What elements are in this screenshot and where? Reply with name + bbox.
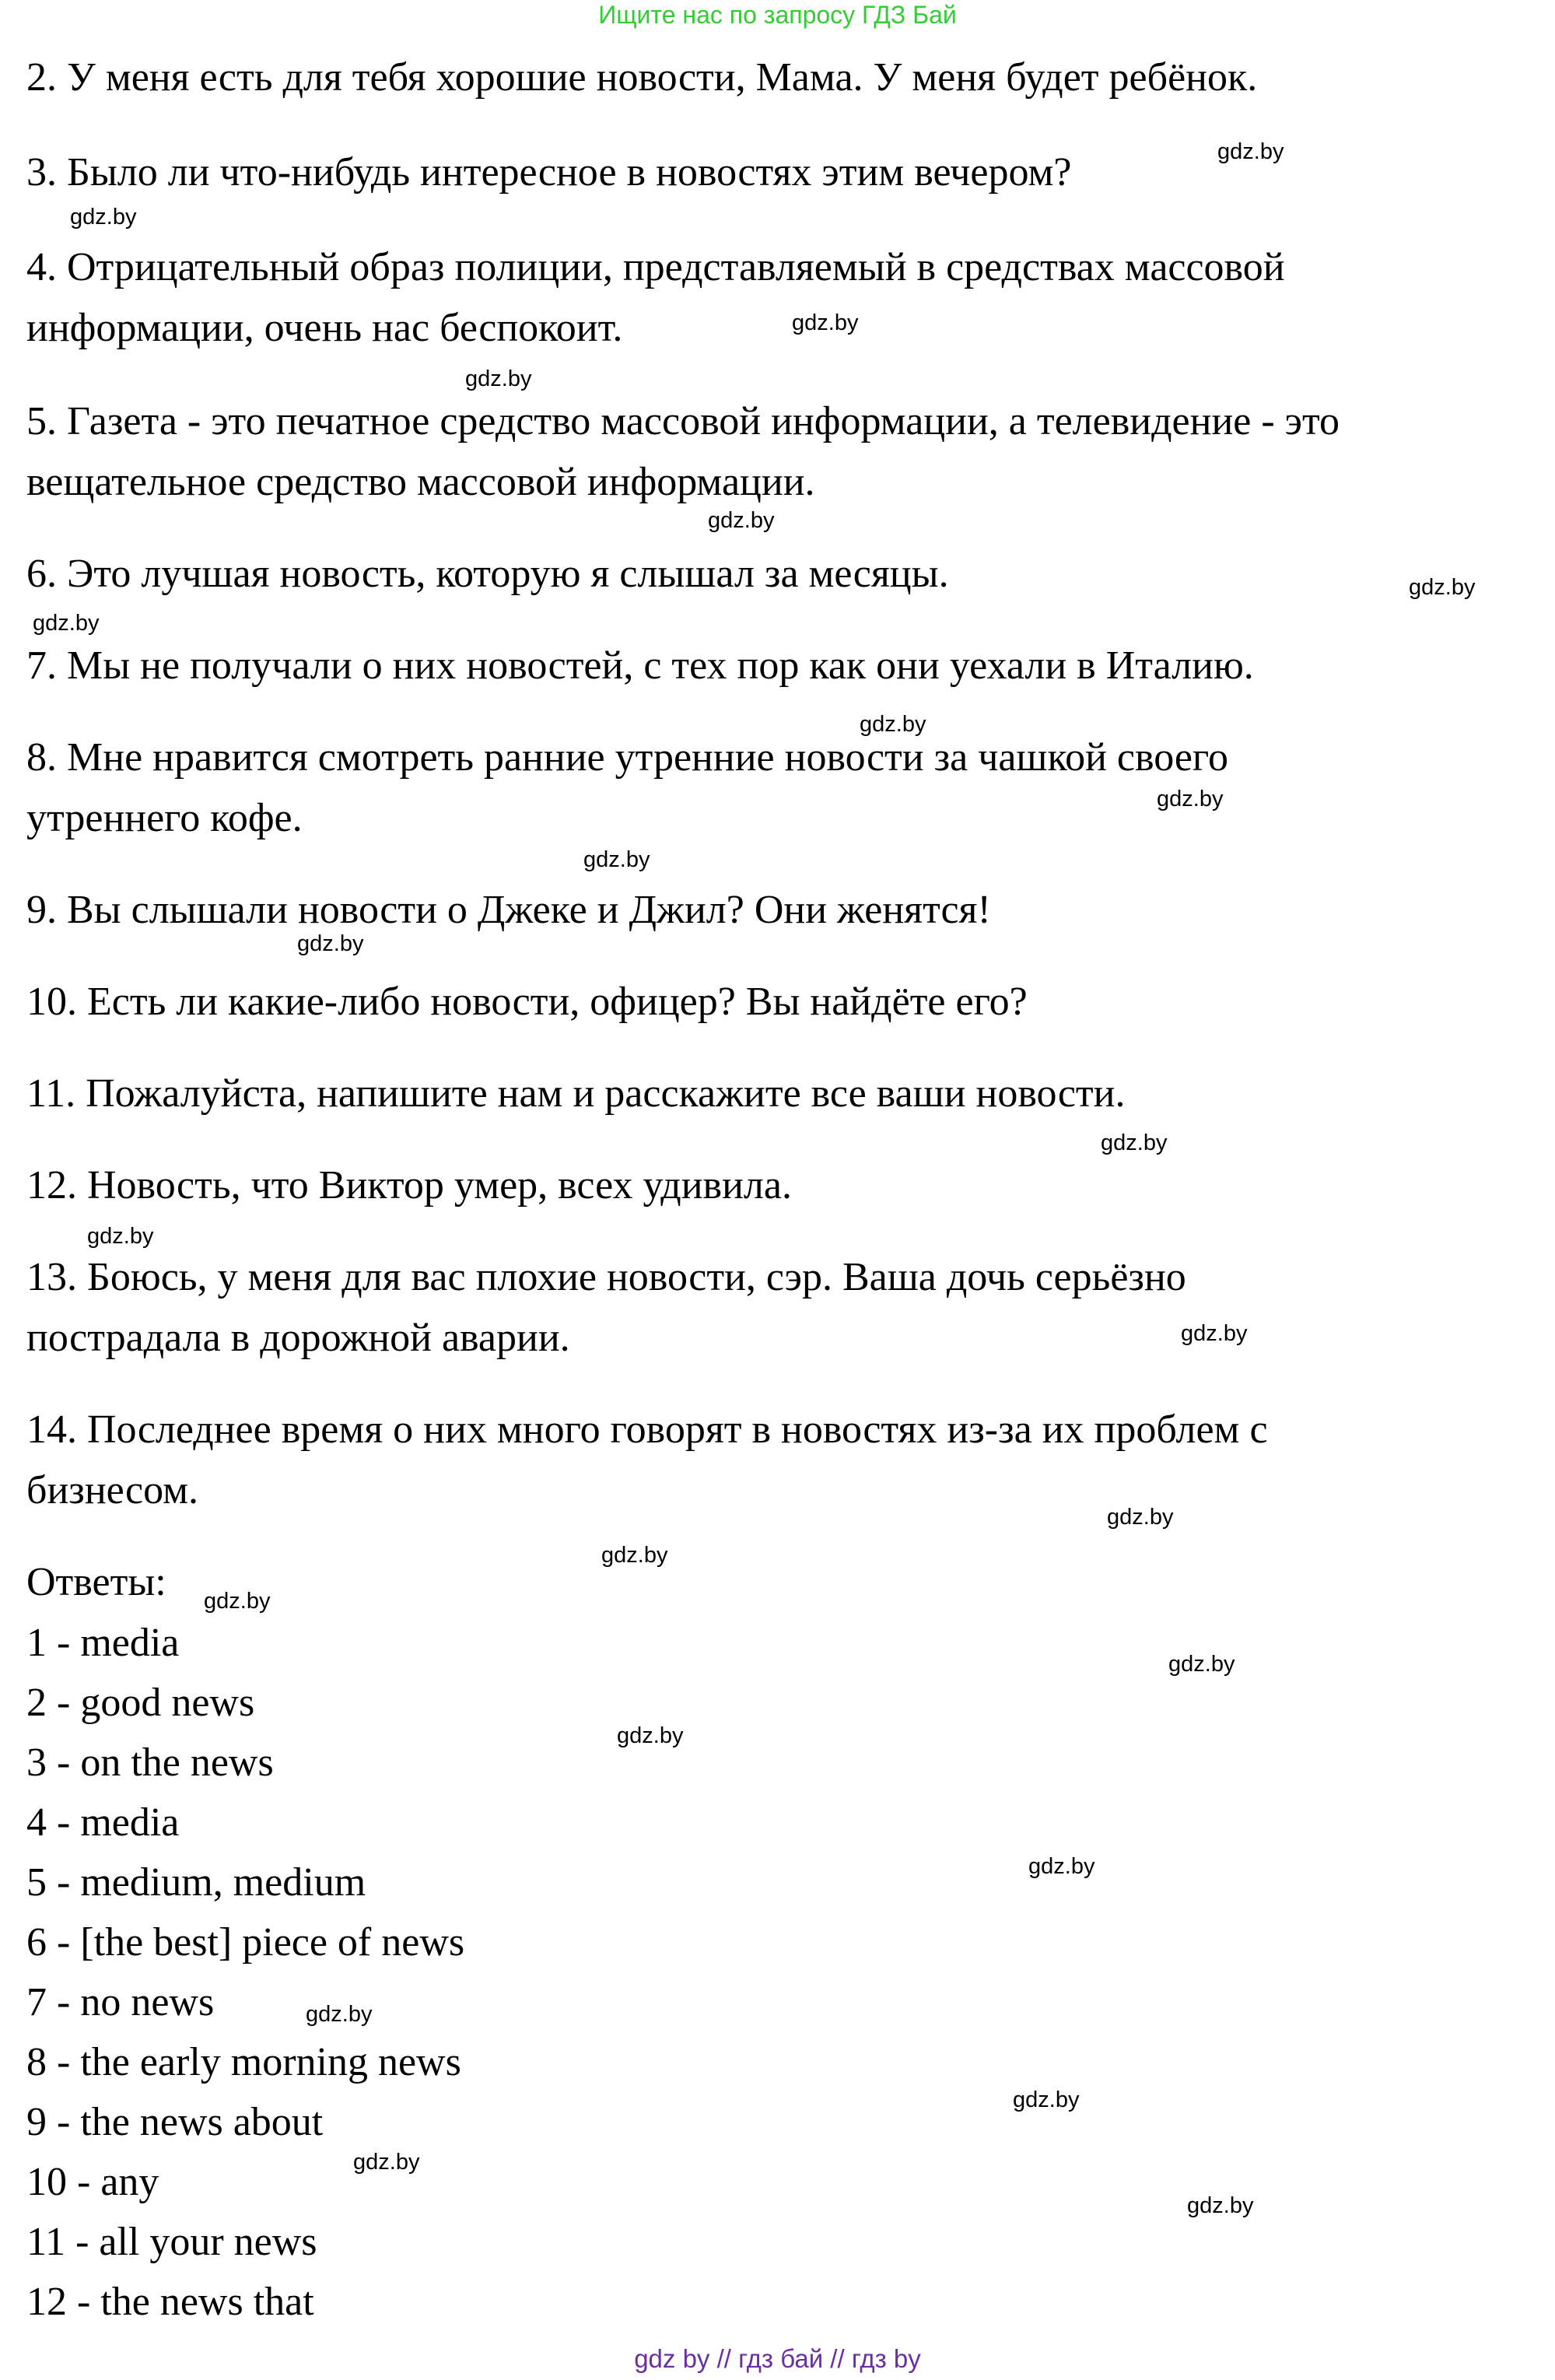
answer-item: 11 - all your news: [26, 2220, 317, 2264]
sentence-4-line-2: информации, очень нас беспокоит.: [26, 306, 623, 350]
sentence-5-line-2: вещательное средство массовой информации.: [26, 460, 815, 504]
watermark: gdz.by: [306, 2002, 373, 2027]
watermark: gdz.by: [1187, 2193, 1254, 2218]
sentence-14-line-1: 14. Последнее время о них много говорят в новостях из-за их проблем с: [26, 1407, 1268, 1452]
sentence-5-line-1: 5. Газета - это печатное средство массовой информации, а телевидение - это: [26, 399, 1340, 443]
watermark: gdz.by: [1217, 139, 1284, 164]
sentence-13-line-1: 13. Боюсь, у меня для вас плохие новости, сэр. Ваша дочь серьёзно: [26, 1255, 1186, 1299]
watermark: gdz.by: [33, 611, 100, 636]
watermark: gdz.by: [1107, 1505, 1174, 1530]
watermark: gdz.by: [1013, 2087, 1080, 2112]
header-search-hint[interactable]: Ищите нас по запросу ГДЗ Бай: [598, 1, 957, 29]
sentence-11: 11. Пожалуйста, напишите нам и расскажите все ваши новости.: [26, 1071, 1126, 1116]
watermark: gdz.by: [583, 847, 650, 872]
sentence-4-line-1: 4. Отрицательный образ полиции, представляемый в средствах массовой: [26, 245, 1285, 289]
sentence-9: 9. Вы слышали новости о Джеке и Джил? Они женятся!: [26, 888, 991, 932]
watermark: gdz.by: [601, 1543, 668, 1568]
answer-item: 8 - the early morning news: [26, 2040, 461, 2084]
answer-item: 9 - the news about: [26, 2100, 324, 2144]
answer-item: 1 - media: [26, 1621, 180, 1665]
watermark: gdz.by: [792, 310, 859, 335]
watermark: gdz.by: [465, 366, 532, 391]
watermark: gdz.by: [204, 1589, 271, 1614]
sentence-8-line-2: утреннего кофе.: [26, 796, 303, 840]
answer-item: 2 - good news: [26, 1681, 255, 1725]
answer-item: 12 - the news that: [26, 2280, 314, 2324]
watermark: gdz.by: [297, 931, 364, 956]
answer-item: 6 - [the best] piece of news: [26, 1920, 465, 1965]
answers-title: Ответы:: [26, 1560, 166, 1604]
sentence-3: 3. Было ли что-нибудь интересное в новостях этим вечером?: [26, 150, 1072, 195]
sentence-14-line-2: бизнесом.: [26, 1468, 199, 1512]
watermark: gdz.by: [1409, 575, 1476, 600]
watermark: gdz.by: [1181, 1321, 1248, 1346]
sentence-10: 10. Есть ли какие-либо новости, офицер? Вы найдёте его?: [26, 980, 1028, 1024]
answer-item: 5 - medium, medium: [26, 1860, 366, 1905]
watermark: gdz.by: [1028, 1854, 1095, 1879]
watermark: gdz.by: [1168, 1652, 1235, 1677]
watermark: gdz.by: [353, 2150, 420, 2175]
sentence-8-line-1: 8. Мне нравится смотреть ранние утренние новости за чашкой своего: [26, 735, 1228, 780]
watermark: gdz.by: [1101, 1130, 1168, 1155]
answer-item: 7 - no news: [26, 1980, 215, 2024]
watermark: gdz.by: [87, 1224, 154, 1249]
watermark: gdz.by: [1157, 787, 1224, 811]
watermark: gdz.by: [860, 712, 926, 737]
watermark: gdz.by: [70, 205, 137, 230]
watermark: gdz.by: [617, 1723, 684, 1748]
answer-item: 10 - any: [26, 2160, 159, 2204]
watermark: gdz.by: [708, 508, 775, 533]
sentence-7: 7. Мы не получали о них новостей, с тех пор как они уехали в Италию.: [26, 643, 1254, 688]
sentence-12: 12. Новость, что Виктор умер, всех удивила.: [26, 1163, 792, 1208]
answer-item: 3 - on the news: [26, 1740, 274, 1785]
sentence-6: 6. Это лучшая новость, которую я слышал за месяцы.: [26, 552, 949, 596]
sentence-13-line-2: пострадала в дорожной аварии.: [26, 1316, 570, 1360]
footer-links[interactable]: gdz by // гдз бай // гдз by: [634, 2344, 921, 2373]
sentence-2: 2. У меня есть для тебя хорошие новости, Мама. У меня будет ребёнок.: [26, 55, 1258, 100]
answer-item: 4 - media: [26, 1800, 180, 1845]
